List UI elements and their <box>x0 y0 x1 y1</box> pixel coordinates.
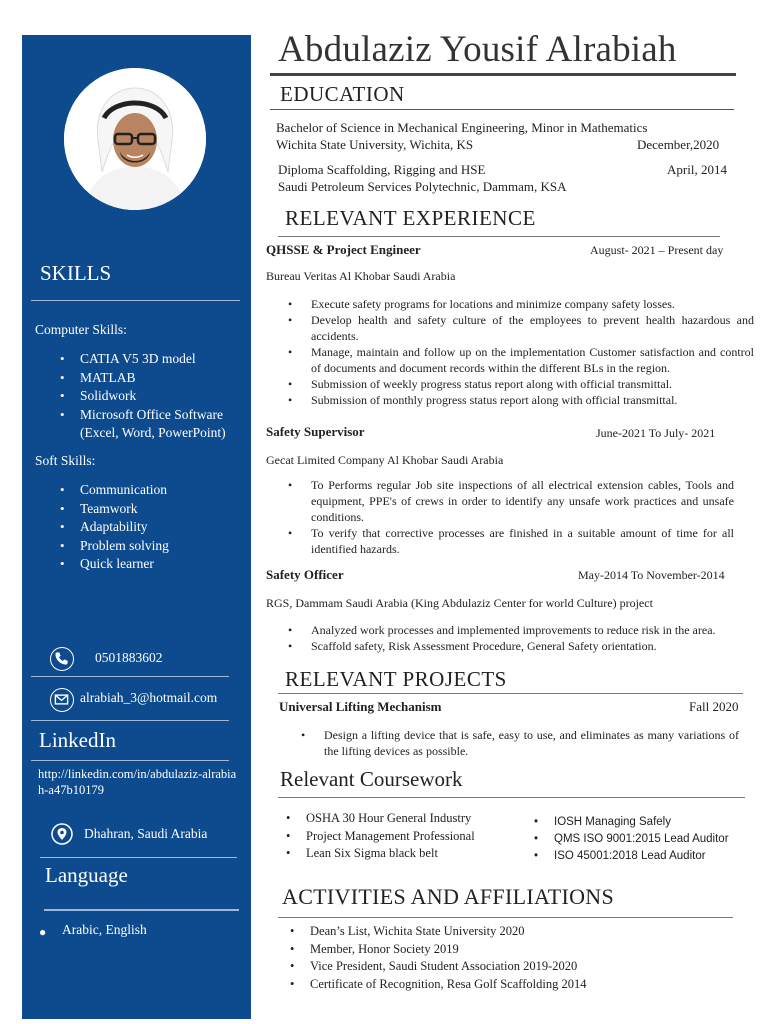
divider <box>278 236 720 237</box>
list-item: • MATLAB <box>56 369 246 388</box>
list-item: • IOSH Managing Safely <box>528 814 729 831</box>
list-item: • Member, Honor Society 2019 <box>284 941 586 959</box>
list-item: • Communication <box>56 481 246 500</box>
list-item: • Problem solving <box>56 537 246 556</box>
job-title: Safety Supervisor <box>266 424 365 439</box>
education-degree: Bachelor of Science in Mechanical Engineering, Minor in Mathematics <box>276 120 648 135</box>
activities-list <box>284 923 586 993</box>
coursework-list-right <box>528 814 729 865</box>
list-item: • Teamwork <box>56 500 246 519</box>
list-item: • OSHA 30 Hour General Industry <box>280 810 475 828</box>
computer-skills-list <box>56 350 246 443</box>
job-company: Gecat Limited Company Al Khobar Saudi Arabia <box>266 453 504 467</box>
list-item: • Submission of weekly progress status report along with official transmittal. <box>266 376 754 392</box>
list-item: • To Performs regular Job site inspections of all electrical extension cables, Tools and equipment, PPE's of crews in order to identify any unsafe work practices and unsafe conditions. <box>266 477 734 525</box>
divider <box>31 676 229 677</box>
list-item: • QMS ISO 9001:2015 Lead Auditor <box>528 831 729 848</box>
divider <box>270 109 734 110</box>
list-item: • Manage, maintain and follow up on the implementation Customer satisfaction and control of documents and document records within the different BLs in the region. <box>266 344 754 376</box>
soft-skills-list <box>56 481 246 574</box>
divider <box>278 917 733 918</box>
candidate-name: Abdulaziz Yousif Alrabiah <box>278 29 677 70</box>
computer-skills-label: Computer Skills: <box>35 322 127 337</box>
list-item: • Execute safety programs for locations and minimize company safety losses. <box>266 296 754 312</box>
project-title: Universal Lifting Mechanism <box>279 699 442 714</box>
list-item: • Quick learner <box>56 555 246 574</box>
divider <box>278 693 743 694</box>
list-item: • Solidwork <box>56 387 246 406</box>
job-bullets <box>266 296 754 408</box>
job-title: Safety Officer <box>266 567 344 582</box>
list-item: • Submission of monthly progress status report along with official transmittal. <box>266 392 754 408</box>
activities-heading: ACTIVITIES AND AFFILIATIONS <box>282 884 614 909</box>
education-date: December,2020 <box>637 137 720 152</box>
list-item: • Scaffold safety, Risk Assessment Procedure, General Safety orientation. <box>266 638 754 654</box>
profile-photo-illustration <box>64 68 206 210</box>
skills-divider <box>31 300 240 301</box>
coursework-heading: Relevant Coursework <box>280 767 463 791</box>
job-company: Bureau Veritas Al Khobar Saudi Arabia <box>266 269 456 283</box>
list-item: • Vice President, Saudi Student Association 2019-2020 <box>284 958 586 976</box>
list-item: • To verify that corrective processes are finished in a suitable amount of time for all identified hazards. <box>266 525 734 557</box>
list-item: • Adaptability <box>56 518 246 537</box>
education-date: April, 2014 <box>667 162 727 177</box>
bullet-icon: ● <box>39 925 47 939</box>
education-heading: EDUCATION <box>280 82 405 106</box>
linkedin-heading: LinkedIn <box>39 728 116 752</box>
divider <box>44 909 239 911</box>
list-item: • Lean Six Sigma black belt <box>280 845 475 863</box>
list-item: • Project Management Professional <box>280 828 475 846</box>
languages: Arabic, English <box>62 922 147 937</box>
job-date: August- 2021 – Present day <box>590 243 724 257</box>
name-divider <box>270 73 736 76</box>
linkedin-link[interactable]: http://linkedin.com/in/abdulaziz-alrabiah-a47b10179 <box>38 767 237 797</box>
mail-icon <box>50 688 74 712</box>
email-address[interactable]: alrabiah_3@hotmail.com <box>80 690 218 705</box>
job-title: QHSSE & Project Engineer <box>266 242 421 257</box>
list-item: • Certificate of Recognition, Resa Golf Scaffolding 2014 <box>284 976 586 994</box>
coursework-list-left <box>280 810 475 863</box>
language-heading: Language <box>45 863 128 887</box>
location-icon <box>51 823 73 847</box>
list-item: • Dean’s List, Wichita State University 2020 <box>284 923 586 941</box>
list-item: • ISO 45001:2018 Lead Auditor <box>528 848 729 865</box>
skills-heading: SKILLS <box>40 261 112 285</box>
divider <box>31 720 229 721</box>
job-bullets <box>266 622 754 654</box>
education-school: Wichita State University, Wichita, KS <box>276 137 474 152</box>
list-item: • Design a lifting device that is safe, easy to use, and eliminates as many variations of the lifting devices as possible. <box>279 727 739 759</box>
job-bullets <box>266 477 734 557</box>
soft-skills-label: Soft Skills: <box>35 453 96 468</box>
list-item: • Microsoft Office Software (Excel, Word, PowerPoint) <box>56 406 246 443</box>
job-company: RGS, Dammam Saudi Arabia (King Abdulaziz Center for world Culture) project <box>266 596 653 610</box>
education-school: Saudi Petroleum Services Polytechnic, Dammam, KSA <box>278 179 567 194</box>
project-date: Fall 2020 <box>689 699 739 714</box>
project-bullets <box>279 727 739 759</box>
divider <box>278 797 745 798</box>
job-date: May-2014 To November-2014 <box>578 568 725 582</box>
list-item: • Analyzed work processes and implemented improvements to reduce risk in the area. <box>266 622 754 638</box>
job-date: June-2021 To July- 2021 <box>596 426 716 440</box>
sidebar <box>22 35 251 1019</box>
phone-number[interactable]: 0501883602 <box>95 650 163 665</box>
phone-icon <box>50 647 74 671</box>
projects-heading: RELEVANT PROJECTS <box>285 667 507 691</box>
profile-photo <box>64 68 206 210</box>
education-degree: Diploma Scaffolding, Rigging and HSE <box>278 162 486 177</box>
list-item: • Develop health and safety culture of the employees to prevent health hazardous and accidents. <box>266 312 754 344</box>
experience-heading: RELEVANT EXPERIENCE <box>285 206 536 230</box>
divider <box>31 760 229 761</box>
divider <box>40 857 237 858</box>
list-item: • CATIA V5 3D model <box>56 350 246 369</box>
location: Dhahran, Saudi Arabia <box>84 826 208 841</box>
